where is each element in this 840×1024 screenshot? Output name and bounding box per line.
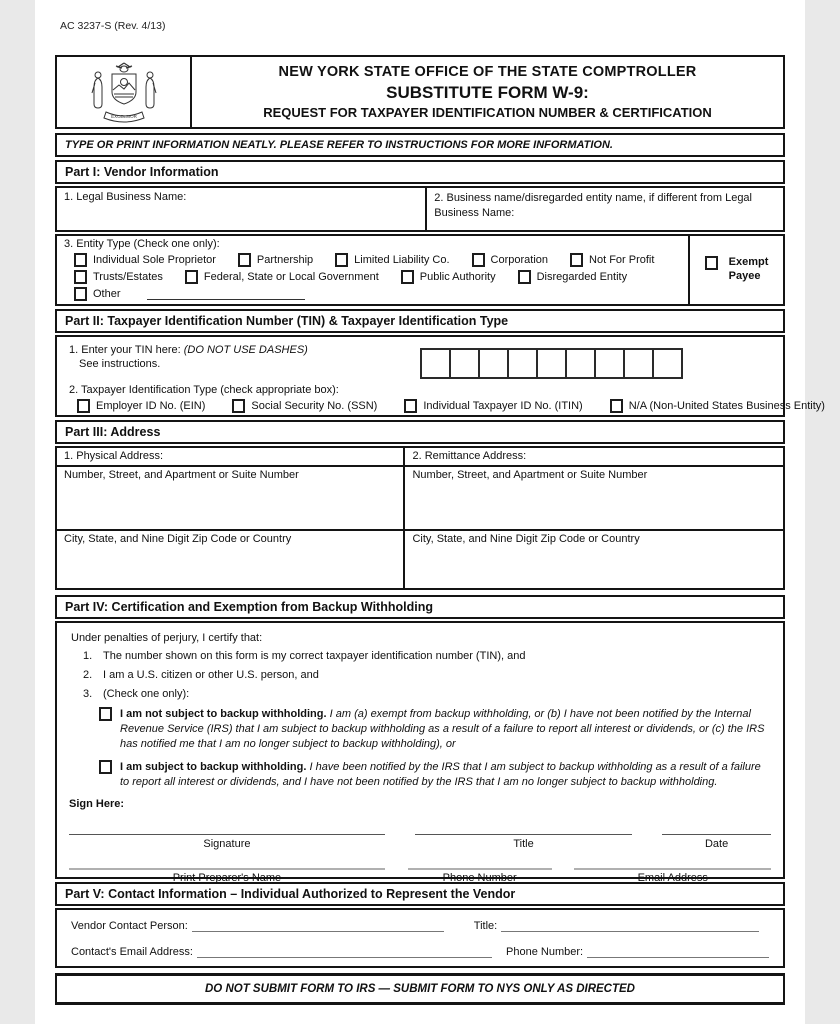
physical-street-field[interactable] [57,467,405,529]
signature-row-1 [57,834,783,850]
item-text: I am a U.S. citizen or other U.S. person, and [103,669,319,681]
exempt-payee-checkbox[interactable] [705,256,718,270]
ssn-checkbox[interactable] [232,399,245,413]
individual-sole-proprietor-checkbox[interactable] [74,253,87,267]
physical-city-field[interactable] [57,531,405,588]
tin-note: See instructions. [79,358,161,371]
contact-email-label: Contact's Email Address: [71,946,193,958]
entity-option-label: Limited Liability Co. [354,254,450,266]
address-street-row [57,467,783,531]
ein-checkbox[interactable] [77,399,90,413]
title-label: Title [513,838,534,850]
exempt-payee-cell [690,236,783,304]
entity-type-main [57,236,690,304]
tid-option-label: Social Security No. (SSN) [251,400,378,412]
tin-digit-box-4[interactable] [507,348,538,379]
item-text: The number shown on this form is my correct taxpayer identification number (TIN), and [103,650,526,662]
item-number: 2. [83,669,93,681]
footer-instruction: DO NOT SUBMIT FORM TO IRS — SUBMIT FORM TO NYS ONLY AS DIRECTED [55,973,785,1005]
tin-digit-box-5[interactable] [536,348,567,379]
address-city-row [57,531,783,588]
certification-item-3 [83,688,769,700]
remittance-city-field[interactable] [405,531,783,588]
item-number: 1. [83,650,93,662]
not-for-profit-checkbox[interactable] [570,253,583,267]
physical-address-header: 1. Physical Address: [57,448,405,465]
not-subject-lead: I am not subject to backup withholding. [120,708,327,720]
entity-option-label: Public Authority [419,271,496,283]
exempt-label-line1: Exempt [728,256,769,269]
entity-options-row2 [74,270,681,284]
entity-options-row3 [74,287,681,301]
seal-cell [57,57,192,127]
city-label: City, State, and Nine Digit Zip Code or Country [412,533,640,545]
entity-option-label: Individual Sole Proprietor [93,254,216,266]
entity-option-label: Partnership [256,254,314,266]
certification-intro: Under penalties of perjury, I certify that: [71,632,263,644]
tin-digit-box-9[interactable] [652,348,683,379]
entity-option-trusts-estates [74,270,163,284]
item-number: 3. [83,688,93,700]
contact-email-input[interactable] [197,945,492,958]
form-body [55,55,825,1005]
entity-option-label: Disregarded Entity [536,271,628,283]
contact-phone-label: Phone Number: [506,946,584,958]
tid-option-label: N/A (Non-United States Business Entity) [628,400,825,412]
entity-option-other [74,287,121,301]
subject-withholding-text [120,760,769,790]
not-subject-withholding-option [99,707,769,752]
entity-option-not-for-profit [570,253,654,267]
contact-title-label: Title: [473,920,498,932]
vendor-contact-person-input[interactable] [192,919,444,932]
entity-option-government [185,270,379,284]
remittance-address-header: 2. Remittance Address: [412,450,527,462]
preparer-name-label: Print Preparer's Name [172,872,282,884]
tin-digit-box-7[interactable] [594,348,625,379]
remittance-street-field[interactable] [405,467,783,529]
limited-liability-co-checkbox[interactable] [335,253,348,267]
tid-option-ein [77,399,205,413]
certification-item-1 [83,650,769,662]
corporation-checkbox[interactable] [472,253,485,267]
tid-option-label: Employer ID No. (EIN) [96,400,206,412]
exempt-payee-label [729,256,769,284]
tin-digit-box-6[interactable] [565,348,596,379]
email-address-label: Email Address [637,872,708,884]
tid-option-label: Individual Taxpayer ID No. (ITIN) [423,400,583,412]
entity-option-disregarded-entity [518,270,628,284]
sign-here-label: Sign Here: [69,798,125,810]
phone-number-field[interactable] [408,868,552,884]
seal-motto: EXCELSIOR [110,114,137,119]
trusts-estates-checkbox[interactable] [74,270,87,284]
entity-option-public-authority [401,270,496,284]
part2-body [55,335,825,417]
subject-lead: I am subject to backup withholding. [120,761,307,773]
instructions-bar: TYPE OR PRINT INFORMATION NEATLY. PLEASE REFER TO INSTRUCTIONS FOR MORE INFORMATION. [55,133,785,157]
phone-number-label: Phone Number [442,872,517,884]
na-checkbox[interactable] [610,399,623,413]
form-number: AC 3237-S (Rev. 4/13) [60,20,166,32]
part1-header: Part I: Vendor Information [55,160,785,184]
not-subject-withholding-checkbox[interactable] [99,707,112,721]
disregarded-entity-checkbox[interactable] [518,270,531,284]
tin-label: 1. Enter your TIN here: [69,344,181,356]
legal-business-name-field[interactable] [57,188,427,230]
agency-name: NEW YORK STATE OFFICE OF THE STATE COMPTROLLER [278,64,697,81]
tin-digit-box-8[interactable] [623,348,654,379]
entity-type-section [55,234,785,306]
date-field[interactable] [662,834,771,850]
partnership-checkbox[interactable] [238,253,251,267]
tid-type-options [77,399,840,413]
part5-header: Part V: Contact Information – Individual Authorized to Represent the Vendor [55,882,785,906]
entity-option-label: Other [93,288,121,300]
title-field[interactable] [415,834,633,850]
subject-withholding-option [99,760,769,790]
tin-label-emphasis: (DO NOT USE DASHES) [183,344,308,356]
entity-option-llc [335,253,449,267]
entity-option-partnership [238,253,313,267]
entity-options-row1 [74,253,681,267]
tid-option-na [610,399,825,413]
entity-option-corporation [472,253,548,267]
tid-option-ssn [232,399,377,413]
entity-type-label: 3. Entity Type (Check one only): [64,238,220,250]
entity-option-individual [74,253,216,267]
part5-body [55,908,785,968]
subject-withholding-checkbox[interactable] [99,760,112,774]
part4-header: Part IV: Certification and Exemption from Backup Withholding [55,595,785,619]
form-page [35,0,825,1024]
signature-field[interactable] [69,834,385,850]
signature-row-2 [57,868,783,884]
public-authority-checkbox[interactable] [401,270,414,284]
not-subject-withholding-text [120,707,769,752]
certification-item-2 [83,669,769,681]
email-address-field[interactable] [574,868,771,884]
subject-detail: I have been notified by the IRS that I am subject to backup withholding as a result of a failure to report all interest or dividends, and I have not been notified by the IRS that I am no longer subject to backup withholding. [120,761,761,788]
exempt-label-line2: Payee [728,270,761,282]
entity-option-label: Federal, State or Local Government [203,271,379,283]
business-name-label: 2. Business name/disregarded entity name, if different from Legal Business Name: [434,192,752,219]
itin-checkbox[interactable] [404,399,417,413]
government-checkbox[interactable] [185,270,198,284]
business-name-field[interactable] [427,188,783,230]
city-label: City, State, and Nine Digit Zip Code or Country [64,533,292,545]
entity-option-label: Trusts/Estates [93,271,163,283]
entity-option-label: Not For Profit [589,254,655,266]
part3-header: Part III: Address [55,420,785,444]
other-entity-input-line[interactable] [147,288,305,300]
contact-row-1 [71,919,769,932]
tin-digit-box-1[interactable] [420,348,451,379]
contact-phone-input[interactable] [587,945,769,958]
tid-type-label: 2. Taxpayer Identification Type (check appropriate box): [69,384,339,396]
tin-digit-boxes [420,348,683,379]
form-header [55,55,785,129]
item-text: (Check one only): [103,688,190,700]
form-title: SUBSTITUTE FORM W-9: [386,83,589,103]
tin-digit-box-2[interactable] [449,348,480,379]
vendor-contact-person-label: Vendor Contact Person: [71,920,188,932]
part4-body [55,621,785,884]
title-cell [192,57,783,127]
tin-label-block [69,343,308,372]
other-checkbox[interactable] [74,287,87,301]
tid-option-itin [404,399,582,413]
contact-title-input[interactable] [501,919,759,932]
address-header-row [57,448,783,467]
entity-option-label: Corporation [490,254,549,266]
legal-business-name-label: 1. Legal Business Name: [64,191,187,203]
signature-label: Signature [203,838,251,850]
street-label: Number, Street, and Apartment or Suite Number [412,469,648,481]
contact-row-2 [71,945,769,958]
not-subject-detail: I am (a) exempt from backup withholding, or (b) I have not been notified by the Internal Revenue Service (IRS) that I am subject to backup withholding as a result of a failure to report all interest or dividends, or (c) the IRS has notified me that I am no longer subject to backup withholding), or [120,708,765,750]
form-subtitle: REQUEST FOR TAXPAYER IDENTIFICATION NUMBER & CERTIFICATION [263,104,712,120]
tin-digit-box-3[interactable] [478,348,509,379]
part1-names-row [55,186,785,232]
street-label: Number, Street, and Apartment or Suite Number [64,469,299,481]
ny-state-seal-icon [78,60,170,124]
part2-header: Part II: Taxpayer Identification Number (TIN) & Taxpayer Identification Type [55,309,785,333]
preparer-name-field[interactable] [69,868,385,884]
date-label: Date [704,838,729,850]
address-grid [55,446,785,590]
